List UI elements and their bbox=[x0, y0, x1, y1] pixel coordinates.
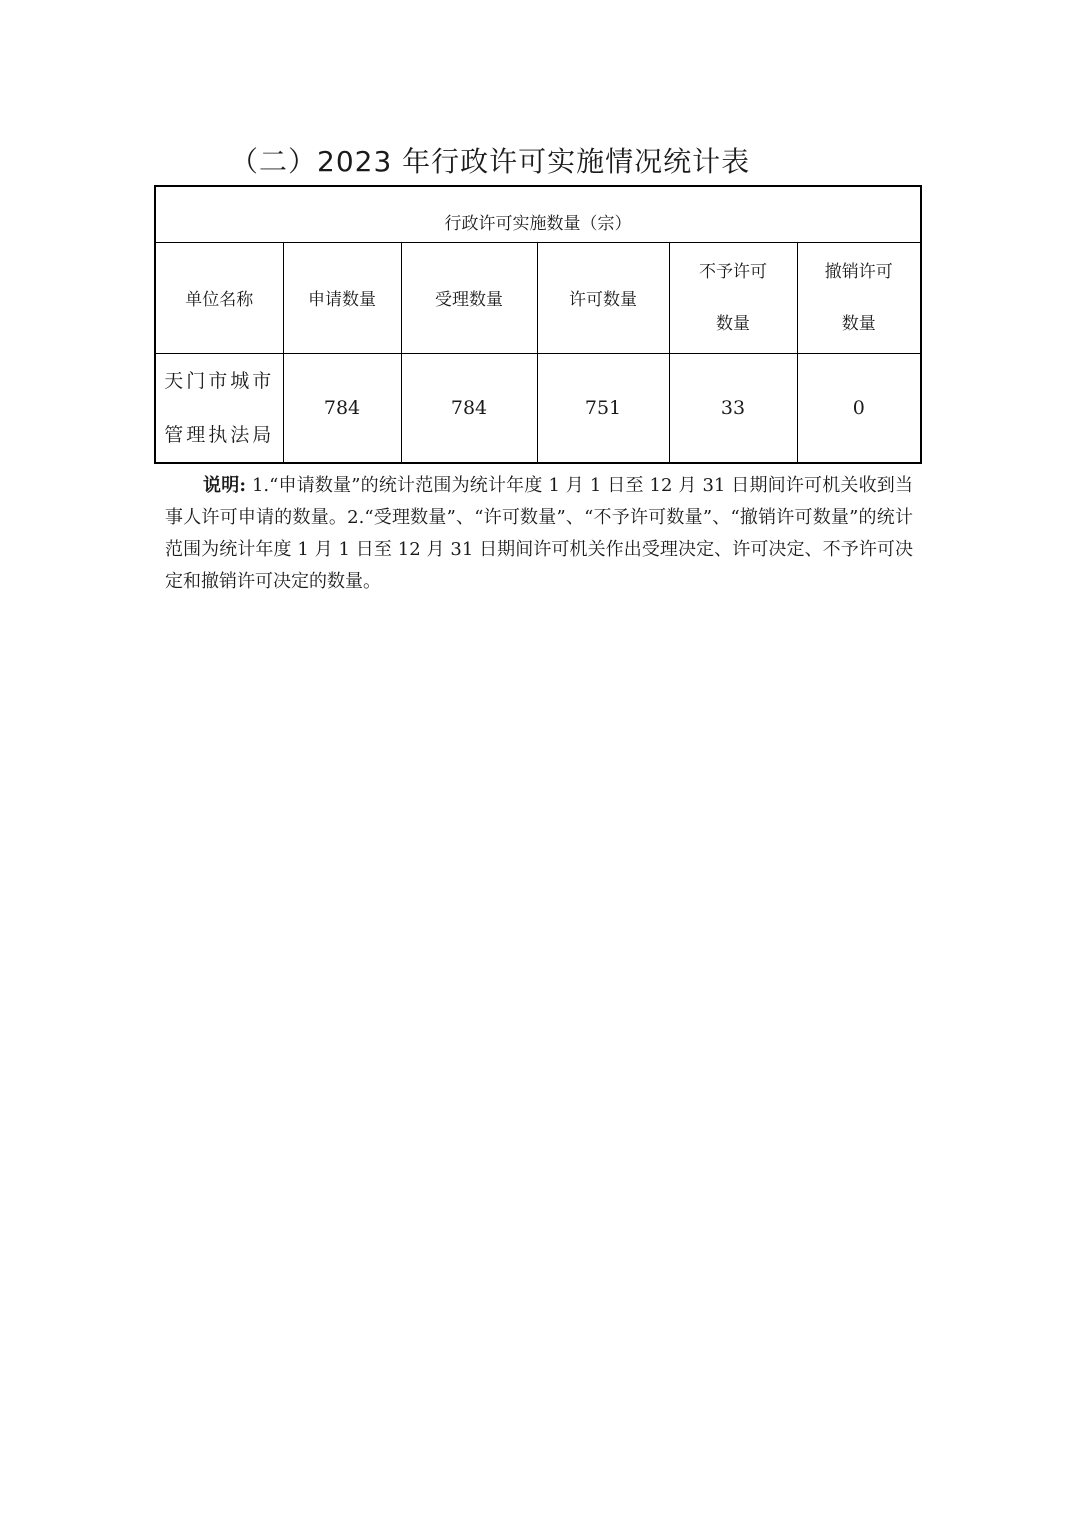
table-header-row bbox=[155, 242, 921, 353]
table-row bbox=[155, 353, 921, 463]
note-text: 1.“申请数量”的统计范围为统计年度 1 月 1 日至 12 月 31 日期间许可机关收到当事人许可申请的数量。2.“受理数量”、“许可数量”、“不予许可数量”、“撤销许可数量”的统计范围为统计年度 1 月 1 日至 12 月 31 日期间许可机关作出受理决定、许可决定、不予许可决定和撤销许可决定的数量。 bbox=[165, 475, 913, 592]
header-denied-line2: 数量 bbox=[716, 313, 750, 334]
header-denied-line1: 不予许可 bbox=[699, 261, 767, 282]
header-denied-text bbox=[699, 246, 767, 350]
cell-revoked: 0 bbox=[797, 353, 921, 463]
cell-accepted: 784 bbox=[401, 353, 537, 463]
header-applications: 申请数量 bbox=[283, 242, 401, 353]
note-label: 说明: bbox=[203, 475, 247, 496]
unit-name-text bbox=[156, 354, 283, 462]
header-revoked-line2: 数量 bbox=[841, 313, 876, 334]
page-title: （二）2023 年行政许可实施情况统计表 bbox=[230, 145, 751, 178]
table-caption-row bbox=[155, 186, 921, 242]
header-granted: 许可数量 bbox=[537, 242, 669, 353]
unit-name-line1: 天门市城市 bbox=[164, 369, 275, 392]
cell-unit-name bbox=[155, 353, 283, 463]
header-accepted: 受理数量 bbox=[401, 242, 537, 353]
explanatory-note bbox=[165, 470, 913, 598]
header-revoked-line1: 撤销许可 bbox=[824, 261, 893, 282]
unit-name-line2: 管理执法局 bbox=[164, 423, 275, 446]
permit-statistics-table bbox=[154, 185, 922, 464]
table-caption: 行政许可实施数量（宗） bbox=[155, 186, 921, 242]
cell-applications: 784 bbox=[283, 353, 401, 463]
header-revoked-text bbox=[825, 246, 893, 350]
header-unit-name: 单位名称 bbox=[155, 242, 283, 353]
cell-denied: 33 bbox=[669, 353, 797, 463]
header-denied bbox=[669, 242, 797, 353]
cell-granted: 751 bbox=[537, 353, 669, 463]
header-revoked bbox=[797, 242, 921, 353]
